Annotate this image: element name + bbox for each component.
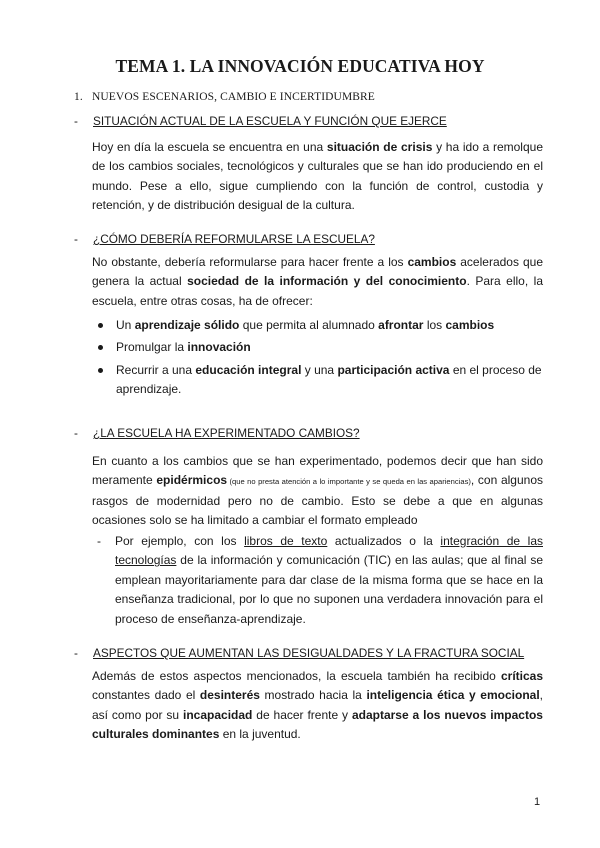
bold-run: incapacidad [183, 707, 253, 722]
section-label: NUEVOS ESCENARIOS, CAMBIO E INCERTIDUMBRE [92, 91, 375, 103]
bold-run: adaptarse a los nuevos impactos culturales dominantes [92, 707, 543, 742]
bold-run: situación de crisis [326, 140, 433, 154]
section-number: 1. [74, 91, 83, 103]
text-run: en el proceso de aprendizaje. [116, 362, 542, 397]
subsection-title: ASPECTOS QUE AUMENTAN LAS DESIGUALDADES Y LA FRACTURA SOCIAL [93, 646, 525, 660]
bold-run: innovación [187, 340, 251, 355]
text-run: constantes dado el [92, 688, 200, 703]
text-run: actualizados o la [327, 534, 441, 548]
subsection-title: ¿LA ESCUELA HA EXPERIMENTADO CAMBIOS? [93, 426, 360, 440]
paragraph-reformular [92, 253, 543, 311]
text-run: Además de estos aspectos mencionados, la escuela también ha recibido [92, 669, 501, 683]
paragraph-cambios [92, 452, 543, 531]
text-run: Promulgar la [116, 340, 188, 355]
subsection-heading-reformular [74, 232, 375, 246]
text-run: Recurrir a una [116, 362, 196, 377]
bold-run: críticas [500, 669, 543, 683]
bold-run: epidérmicos [156, 473, 228, 488]
text-run: que permita al alumnado [239, 318, 379, 332]
sub-paragraph-ejemplo [97, 532, 543, 629]
bold-run: afrontar [378, 318, 424, 332]
bullet-list [92, 316, 543, 403]
dash-marker: - [74, 114, 78, 128]
text-run: No obstante, debería reformularse para hacer frente a los [92, 255, 408, 269]
text-run: Un [116, 318, 135, 332]
text-run: en la juventud. [219, 727, 301, 742]
text-run: En cuanto a los cambios que se han experimentado, podemos decir que han sido meramente [92, 454, 543, 488]
list-item [92, 361, 543, 400]
paragraph-situacion [92, 138, 543, 216]
text-run: de la información y comunicación (TIC) en las aulas; que al final se emplean mayoritariamente para dar clase de la misma forma que se hace en la enseñanza tradicional, por lo que no suponen una verdadera innovación para el proceso de enseñanza-aprendizaje. [115, 553, 543, 626]
bold-run: inteligencia ética y emocional [366, 688, 540, 703]
dash-marker: - [74, 232, 78, 246]
bold-run: participación activa [337, 362, 450, 377]
subsection-heading-cambios [74, 426, 360, 440]
subsection-heading-desigualdades [74, 646, 524, 660]
bold-run: educación integral [195, 362, 302, 377]
text-run: de hacer frente y [252, 707, 352, 722]
section-heading [74, 91, 375, 103]
text-run: Por ejemplo, con los [115, 534, 245, 548]
text-run: , con algunos rasgos de modernidad pero no de cambio. Esto se debe a que en algunas ocasiones solo se ha limitado a cambiar el formato empleado [92, 473, 543, 528]
text-run: Hoy en día la escuela se encuentra en una [92, 140, 327, 154]
text-run: , así como por su [92, 688, 544, 722]
bold-run: cambios [407, 255, 457, 269]
dash-marker: - [97, 534, 101, 548]
dash-marker: - [74, 426, 78, 440]
text-run: mostrado hacia la [259, 688, 367, 703]
page-number: 1 [534, 796, 541, 808]
bold-run: sociedad de la información y del conocimiento [187, 274, 467, 289]
underlined-run: integración de las tecnologías [115, 534, 543, 568]
subsection-title: SITUACIÓN ACTUAL DE LA ESCUELA Y FUNCIÓN QUE EJERCE [93, 114, 447, 128]
list-item [92, 338, 543, 357]
bold-run: cambios [445, 318, 495, 332]
text-run: y ha ido a remolque de los cambios sociales, tecnológicos y culturales que se han ido produciendo en el mundo. Pese a ello, sigue cumpliendo con la función de control, custodia y retención, y de distribución desigual de la cultura. [92, 140, 543, 213]
small-note: (que no presta atención a lo importante y se queda en las apariencias) [227, 477, 471, 487]
text-run: acelerados que genera la actual [92, 255, 543, 289]
text-run: y una [301, 362, 338, 377]
text-run: . Para ello, la escuela, entre otras cosas, ha de ofrecer: [92, 274, 543, 308]
bold-run: aprendizaje sólido [134, 318, 240, 332]
text-run: los [423, 318, 446, 332]
underlined-run: libros de texto [244, 534, 328, 548]
subsection-title: ¿CÓMO DEBERÍA REFORMULARSE LA ESCUELA? [93, 232, 375, 246]
subsection-heading-situacion [74, 114, 447, 128]
bold-run: desinterés [199, 688, 260, 703]
list-item [92, 316, 543, 335]
dash-marker: - [74, 646, 78, 660]
paragraph-desigualdades [92, 667, 543, 745]
document-title: TEMA 1. LA INNOVACIÓN EDUCATIVA HOY [115, 56, 485, 76]
